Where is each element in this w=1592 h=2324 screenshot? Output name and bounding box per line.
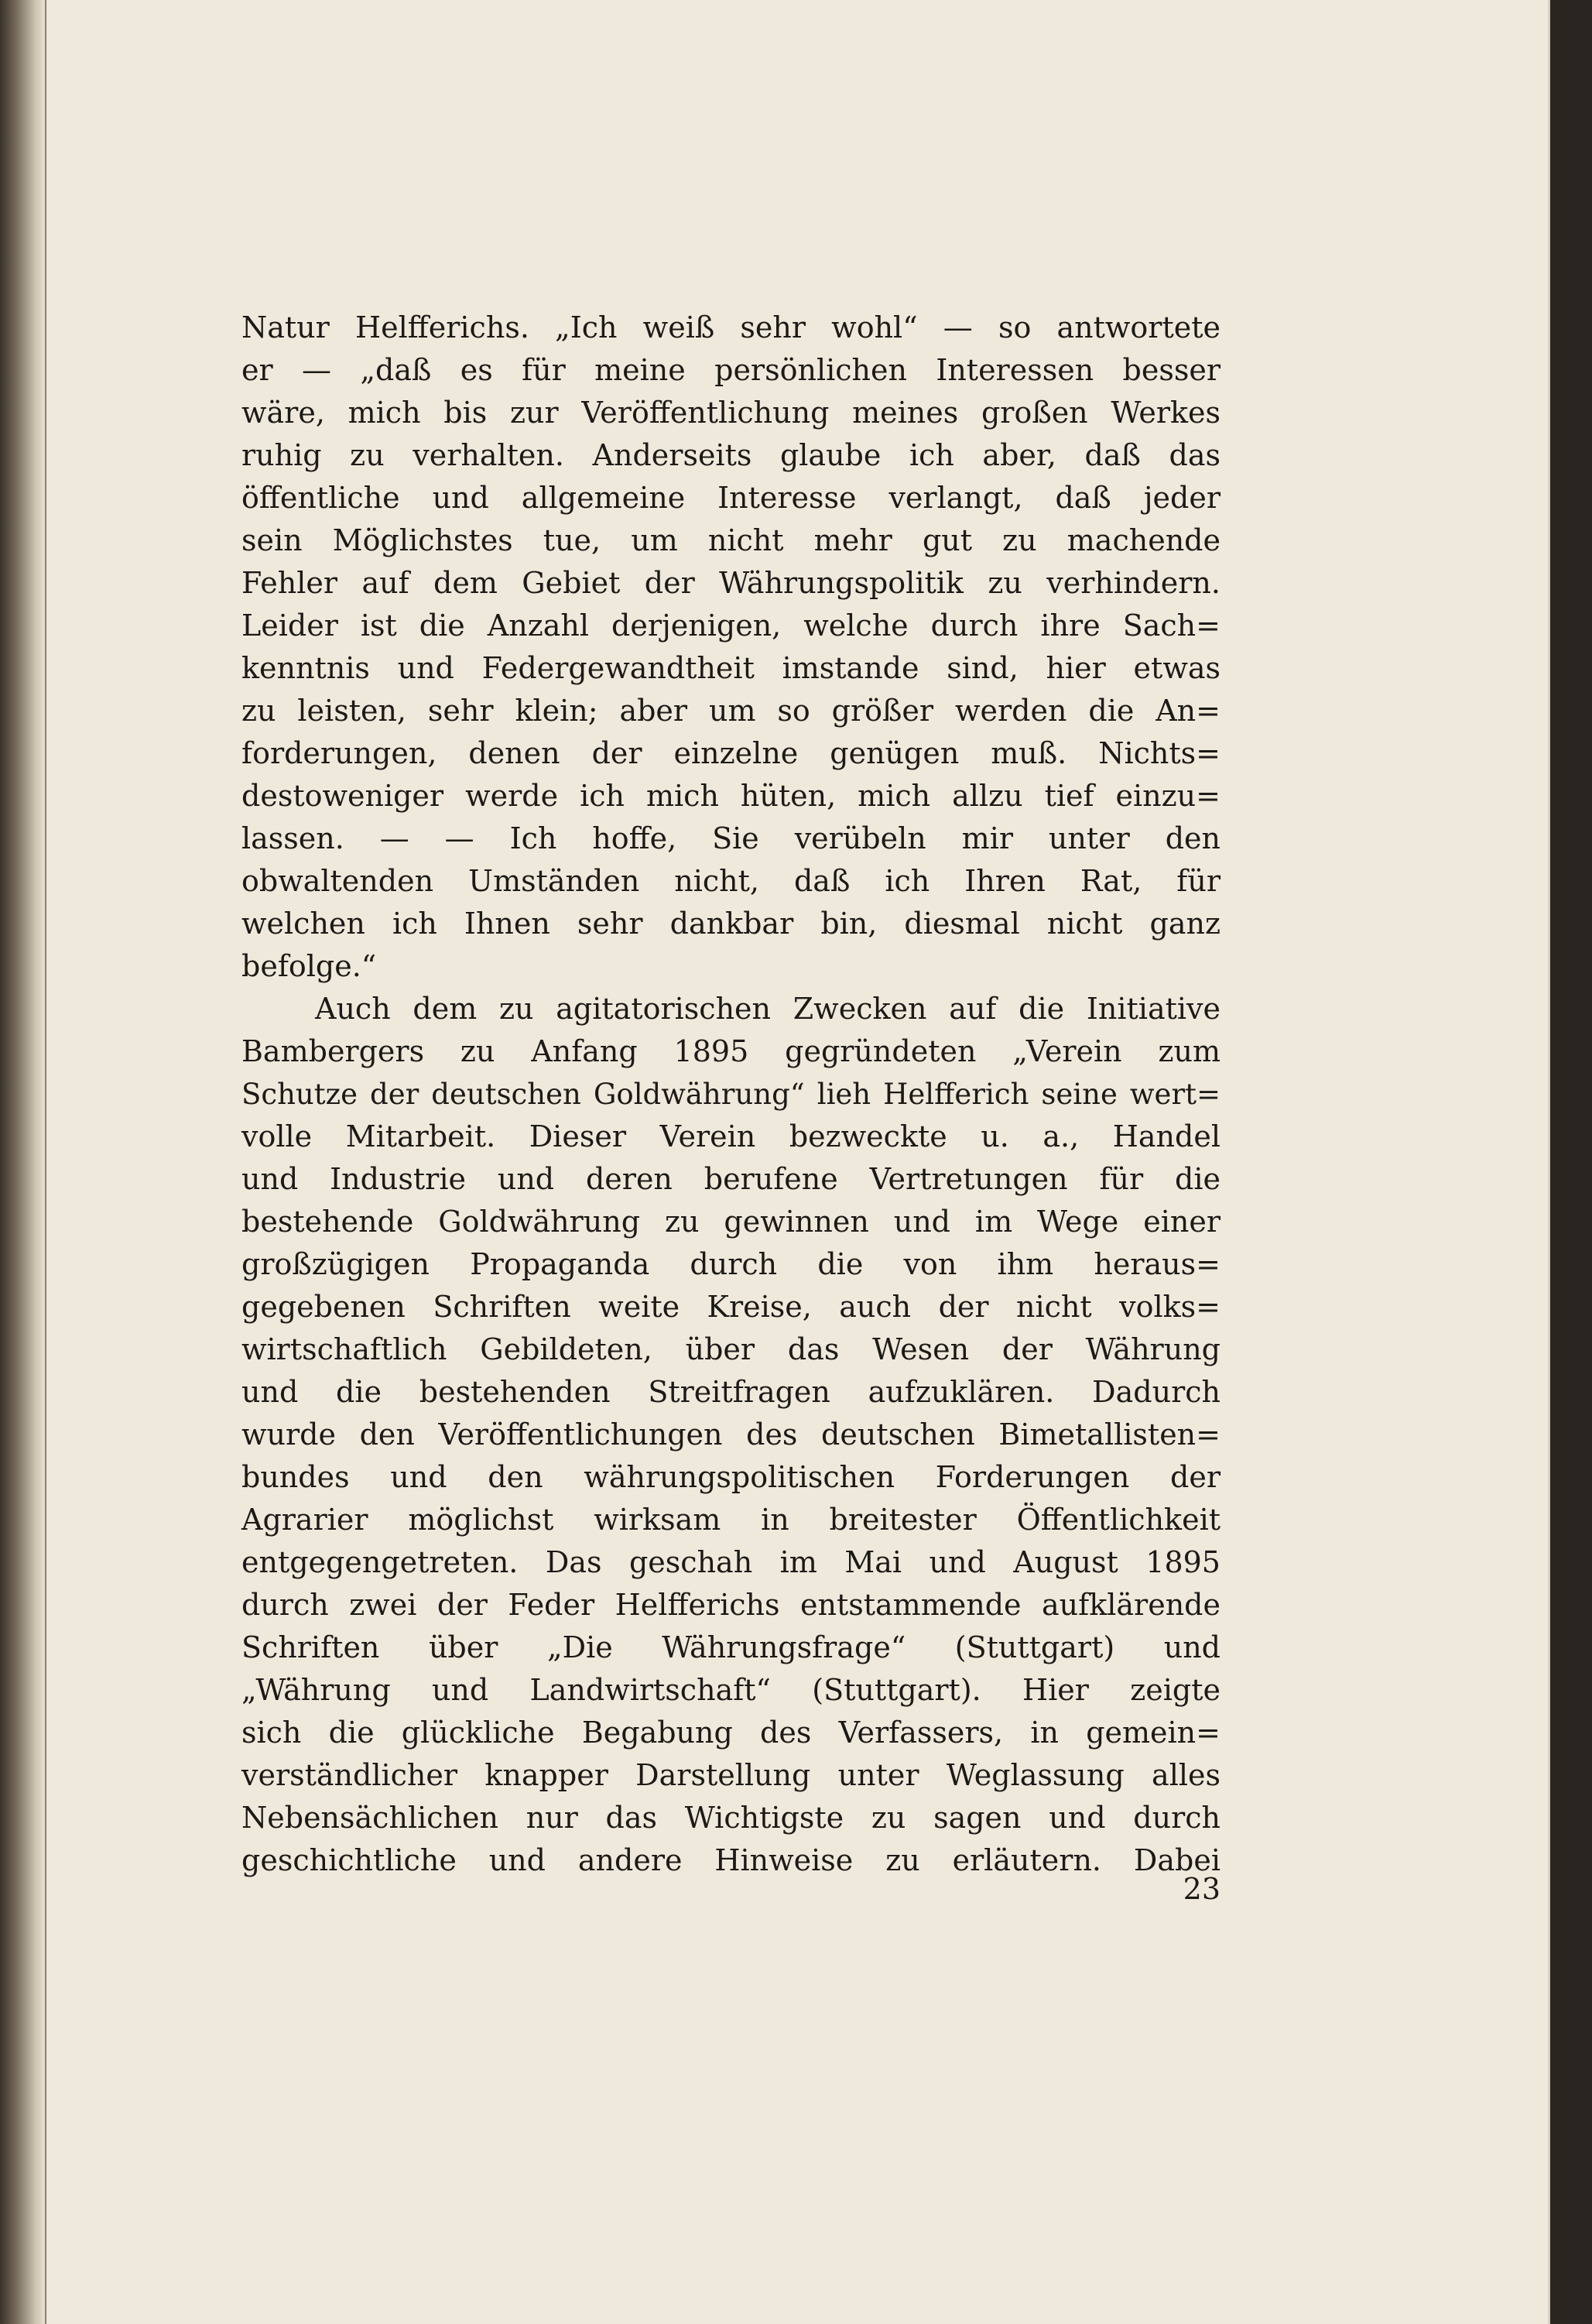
text-line: Leider ist die Anzahl derjenigen, welche durch ihre Sach= [241, 608, 1221, 643]
text-line: kenntnis und Federgewandtheit imstande sind, hier etwas [241, 651, 1221, 685]
text-line: bundes und den währungspolitischen Forderungen der [241, 1460, 1221, 1494]
text-line: obwaltenden Umständen nicht, daß ich Ihren Rat, für [241, 864, 1221, 898]
text-line: öffentliche und allgemeine Interesse verlangt, daß jeder [241, 481, 1221, 515]
text-line: Bambergers zu Anfang 1895 gegründeten „Verein zum [241, 1034, 1221, 1068]
text-line: und Industrie und deren berufene Vertretungen für die [241, 1162, 1221, 1196]
text-line: sein Möglichstes tue, um nicht mehr gut zu machende [241, 523, 1221, 557]
text-line: er — „daß es für meine persönlichen Interessen besser [241, 353, 1221, 387]
text-line: verständlicher knapper Darstellung unter Weglassung alles [241, 1758, 1221, 1792]
text-line: lassen. — — Ich hoffe, Sie verübeln mir unter den [241, 821, 1221, 855]
text-line: geschichtliche und andere Hinweise zu erläutern. Dabei [241, 1843, 1221, 1877]
text-line: durch zwei der Feder Helfferichs entstammende aufklärende [241, 1588, 1221, 1622]
text-line: Auch dem zu agitatorischen Zwecken auf die Initiative [315, 992, 1221, 1026]
text-line: entgegengetreten. Das geschah im Mai und August 1895 [241, 1545, 1221, 1579]
text-line: bestehende Goldwährung zu gewinnen und im Wege einer [241, 1205, 1221, 1239]
text-line: ruhig zu verhalten. Anderseits glaube ich aber, daß das [241, 438, 1221, 472]
text-line: gegebenen Schriften weite Kreise, auch der nicht volks= [241, 1290, 1221, 1324]
text-line: volle Mitarbeit. Dieser Verein bezweckte u. a., Handel [241, 1119, 1221, 1153]
gutter-edge [45, 0, 46, 2324]
text-line: welchen ich Ihnen sehr dankbar bin, diesmal nicht ganz [241, 907, 1221, 941]
text-line: großzügigen Propaganda durch die von ihm heraus= [241, 1247, 1221, 1281]
text-line: und die bestehenden Streitfragen aufzuklären. Dadurch [241, 1375, 1221, 1409]
text-line: sich die glückliche Begabung des Verfassers, in gemein= [241, 1716, 1221, 1750]
text-line: Agrarier möglichst wirksam in breitester Öffentlichkeit [241, 1503, 1221, 1537]
text-line: Fehler auf dem Gebiet der Währungspolitik zu verhindern. [241, 566, 1221, 600]
text-line: forderungen, denen der einzelne genügen muß. Nichts= [241, 736, 1221, 770]
page-number: 23 [1183, 1872, 1221, 1906]
book-gutter [0, 0, 48, 2324]
text-line: befolge.“ [241, 949, 377, 983]
text-line: Schutze der deutschen Goldwährung“ lieh Helfferich seine wert= [241, 1078, 1221, 1111]
text-line: zu leisten, sehr klein; aber um so größer werden die An= [241, 694, 1221, 728]
text-line: wurde den Veröffentlichungen des deutschen Bimetallisten= [241, 1417, 1221, 1452]
text-line: Schriften über „Die Währungsfrage“ (Stuttgart) und [241, 1630, 1221, 1664]
text-line: „Währung und Landwirtschaft“ (Stuttgart). Hier zeigte [241, 1673, 1221, 1707]
text-line: wäre, mich bis zur Veröffentlichung meines großen Werkes [241, 396, 1221, 430]
text-line: Natur Helfferichs. „Ich weiß sehr wohl“ — so antwortete [241, 310, 1221, 344]
body-text [241, 307, 1221, 1882]
text-line: destoweniger werde ich mich hüten, mich allzu tief einzu= [241, 779, 1221, 813]
text-line: wirtschaftlich Gebildeten, über das Wesen der Währung [241, 1332, 1221, 1366]
text-line: Nebensächlichen nur das Wichtigste zu sagen und durch [241, 1801, 1221, 1835]
